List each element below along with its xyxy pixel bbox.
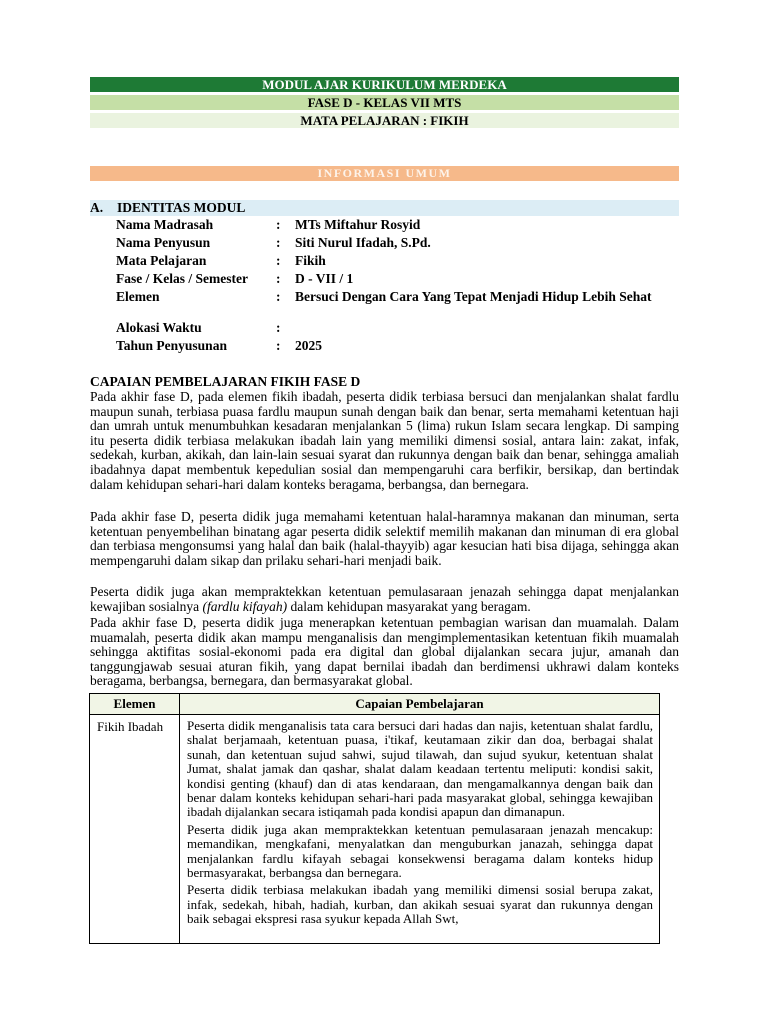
capaian-paragraph: Pada akhir fase D, peserta didik juga memahami ketentuan halal-haramnya makanan dan minuman, serta ketentuan penyembelihan binatang agar peserta didik selektif memilih makanan dan minuman di era global dan terbiasa mengonsumsi yang halal dan baik (halal-thayyib) agar kesucian hati bisa dijaga, sehingga akan mempengaruhi dalam sikap dan prilaku sehari-hari menjadi baik. [90,509,679,568]
row-label: Alokasi Waktu [116,320,202,335]
row-colon: : [276,235,281,250]
cell-paragraph: Peserta didik menganalisis tata cara bersuci dari hadas dan najis, ketentuan shalat fardlu, shalat berjamaah, ketentuan puasa, i'tikaf, keutamaan zikir dan doa, berbagai shalat sunah, dan ketentuan sujud sahwi, sujud tilawah, dan sujud syukur, ketentuan shalat Jumat, shalat jamak dan qashar, shalat dalam keadaan tertentu meliputi: kondisi sakit, kondisi genting (khauf) dan di atas kendaraan, dan mengamalkannya dengan baik dan benar dalam konteks kehidupan sehari-hari pada masyarakat global, sehingga kewajiban ibadah dijalankan secara istiqamah pada kondisi apapun dan dimanapun. [187,718,653,820]
table-row [90,715,660,944]
row-label: Mata Pelajaran [116,253,207,268]
section-band-informasi-umum: INFORMASI UMUM [90,166,679,181]
row-value: 2025 [295,338,322,353]
row-colon: : [276,320,281,335]
row-value: Fikih [295,253,326,268]
section-title: IDENTITAS MODUL [117,200,246,215]
capaian-paragraph: Pada akhir fase D, peserta didik juga menerapkan ketentuan pembagian warisan dan muamalah. Dalam muamalah, peserta didik akan mampu menganalisis dan mengimplementasikan ketentuan fikih muamalah sehingga aktifitas sosial-ekonomi pada era digital dan global dijalankan secara jujur, amanah dan tanggungjawab sesuai aturan fikih, yang dapat bernilai ibadah dan berdimensi ukhrawi dalam konteks beragama, berbangsa, bernegara, dan bermasyarakat global. [90,615,679,689]
row-label: Nama Madrasah [116,217,214,232]
row-colon: : [276,338,281,353]
paragraph-italic-term: (fardlu kifayah) [202,598,288,614]
row-label: Tahun Penyusunan [116,338,227,353]
capaian-paragraph [90,585,679,614]
capaian-title: CAPAIAN PEMBELAJARAN FIKIH FASE D [90,374,361,389]
row-value: D - VII / 1 [295,271,354,286]
elemen-name: Fikih Ibadah [97,719,164,734]
capaian-paragraph: Pada akhir fase D, pada elemen fikih ibadah, peserta didik terbiasa bersuci dan menjalankan shalat fardlu maupun sunah, terbiasa puasa fardlu maupun sunah dengan baik dan benar, serta memahami ketentuan haji dan umrah untuk menumbuhkan kesadaran menjalankan 5 (lima) rukun Islam secara lengkap. Di samping itu peserta didik terbiasa melakukan ibadah lain yang memiliki dimensi sosial, antara lain: zakat, infak, sedekah, kurban, akikah, dan lain-lain sesuai syarat dan rukunnya dengan baik dan benar, sehingga amaliah ibadahnya dapat membentuk kepedulian sosial dan mempengaruhi cara berfikir, bersikap, dan bertindak dalam kehidupan sehari-hari dalam konteks beragama, berbangsa, dan bernegara. [90,389,679,492]
row-label: Nama Penyusun [116,235,211,250]
cell-paragraph: Peserta didik terbiasa melakukan ibadah yang memiliki dimensi sosial berupa zakat, infak, sedekah, hibah, hadiah, kurban, dan akikah sesuai syarat dan rukunnya dengan baik sebagai ekspresi rasa syukur kepada Allah Swt, [187,882,653,927]
row-colon: : [276,271,281,286]
identitas-heading [90,200,679,216]
subject-band: MATA PELAJARAN : FIKIH [90,113,679,128]
row-value: Siti Nurul Ifadah, S.Pd. [295,235,431,250]
column-header-capaian: Capaian Pembelajaran [180,694,660,715]
title-band: MODUL AJAR KURIKULUM MERDEKA [90,77,679,92]
paragraph-text: dalam kehidupan masyarakat yang beragam. [287,598,531,614]
phase-band: FASE D - KELAS VII MTS [90,95,679,110]
row-colon: : [276,289,281,304]
row-label: Elemen [116,289,160,304]
row-colon: : [276,217,281,232]
capaian-cell [180,715,660,944]
capaian-table [89,693,660,944]
row-colon: : [276,253,281,268]
elemen-cell [90,715,180,944]
section-letter: A. [90,200,104,215]
table-header-row [90,694,660,715]
row-value: MTs Miftahur Rosyid [295,217,421,232]
column-header-elemen: Elemen [90,694,180,715]
row-value: Bersuci Dengan Cara Yang Tepat Menjadi Hidup Lebih Sehat [295,289,652,304]
paragraph-text: Peserta didik juga akan mempraktekkan ketentuan pemulasaraan jenazah sehingga dapat menjalankan kewajiban sosialnya [90,584,679,614]
row-label: Fase / Kelas / Semester [116,271,248,286]
cell-paragraph: Peserta didik juga akan mempraktekkan ketentuan pemulasaraan jenazah mencakup: memandikan, mengkafani, menyalatkan dan menguburkan janazah, sehingga dapat menjalankan fardlu kifayah sebagai konsekwensi beragama dalam konteks hidup bermasyarakat, berbangsa dan bernegara. [187,821,653,881]
